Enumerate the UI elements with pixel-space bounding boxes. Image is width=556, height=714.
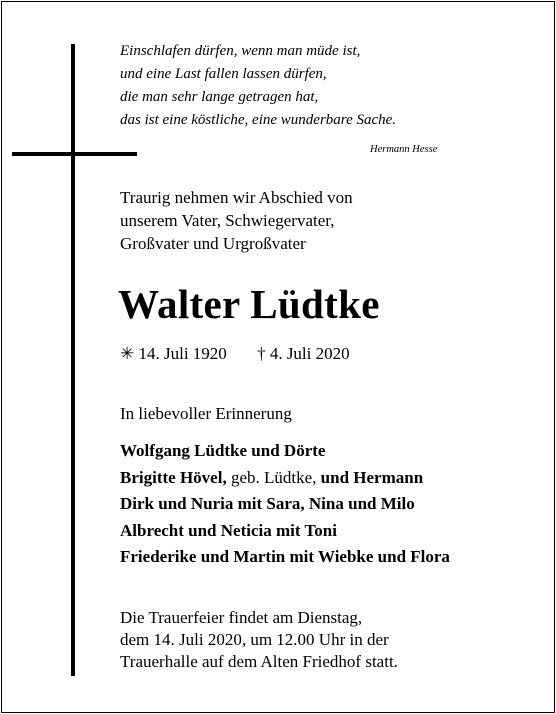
family-line: Albrecht und Neticia mit Toni bbox=[120, 520, 337, 540]
family-name-bold: Brigitte Hövel, bbox=[120, 467, 227, 487]
intro-line: unserem Vater, Schwiegervater, bbox=[120, 211, 335, 230]
birth-star-icon: ✳ bbox=[120, 344, 135, 363]
funeral-info bbox=[120, 607, 398, 673]
family-line: Dirk und Nuria mit Sara, Nina und Milo bbox=[120, 494, 415, 513]
cross-horizontal-bar bbox=[12, 152, 137, 156]
life-dates bbox=[120, 344, 350, 364]
family-line bbox=[120, 465, 450, 492]
cross-vertical-bar bbox=[71, 44, 75, 676]
death-cross-icon: † bbox=[257, 344, 266, 363]
family-list bbox=[120, 438, 450, 571]
intro-line: Traurig nehmen wir Abschied von bbox=[120, 188, 353, 207]
intro-text bbox=[120, 186, 353, 255]
family-line: Wolfgang Lüdtke und Dörte bbox=[120, 441, 326, 460]
funeral-line: Trauerhalle auf dem Alten Friedhof statt. bbox=[120, 652, 398, 671]
family-line: Friederike und Martin mit Wiebke und Flora bbox=[120, 547, 450, 566]
birth-date: 14. Juli 1920 bbox=[138, 344, 227, 363]
poem-author: Hermann Hesse bbox=[370, 144, 438, 155]
poem-line: Einschlafen dürfen, wenn man müde ist, bbox=[120, 43, 361, 59]
poem-line: und eine Last fallen lassen dürfen, bbox=[120, 66, 327, 82]
deceased-name: Walter Lüdtke bbox=[118, 281, 380, 327]
funeral-line: Die Trauerfeier findet am Dienstag, bbox=[120, 608, 363, 627]
death-date: 4. Juli 2020 bbox=[269, 344, 350, 363]
poem-line: die man sehr lange getragen hat, bbox=[120, 89, 319, 105]
poem bbox=[120, 40, 396, 132]
intro-line: Großvater und Urgroßvater bbox=[120, 234, 306, 253]
family-name-normal: geb. Lüdtke, bbox=[226, 467, 321, 487]
memory-line: In liebevoller Erinnerung bbox=[120, 404, 292, 423]
funeral-line: dem 14. Juli 2020, um 12.00 Uhr in der bbox=[120, 630, 389, 649]
poem-line: das ist eine köstliche, eine wunderbare Sache. bbox=[120, 112, 397, 128]
family-name-bold: und Hermann bbox=[320, 467, 424, 487]
